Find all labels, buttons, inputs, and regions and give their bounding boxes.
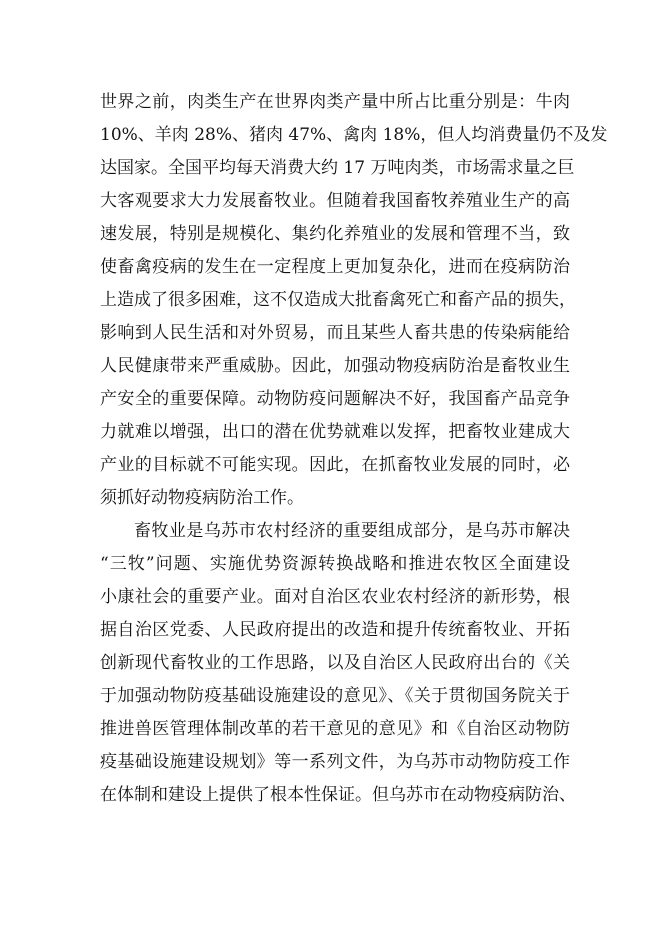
paragraph-2-line-7: 推进兽医管理体制改革的若干意见的意见》和《自治区动物防 [100,719,570,739]
paragraph-1-line-7: 上造成了很多困难，这不仅造成大批畜禽死亡和畜产品的损失， [100,290,576,310]
paragraph-2-line-3: 小康社会的重要产业。面对自治区农业农村经济的新形势，根 [100,587,570,607]
paragraph-2-line-4: 据自治区党委、人民政府提出的改造和提升传统畜牧业、开拓 [100,620,570,640]
paragraph-1-line-2: 10%、羊肉 28%、猪肉 47%、禽肉 18%，但人均消费量仍不及发 [100,125,608,145]
paragraph-2-line-5: 创新现代畜牧业的工作思路，以及自治区人民政府出台的《关 [100,653,570,673]
paragraph-1-line-11: 力就难以增强，出口的潜在优势就难以发挥，把畜牧业建成大 [100,422,570,442]
paragraph-1-line-3: 达国家。全国平均每天消费大约 17 万吨肉类，市场需求量之巨 [100,158,575,178]
paragraph-1-line-10: 产安全的重要保障。动物防疫问题解决不好，我国畜产品竞争 [100,389,570,409]
paragraph-2-line-6: 于加强动物防疫基础设施建设的意见》、《关于贯彻国务院关于 [100,686,570,706]
paragraph-1-line-1: 世界之前，肉类生产在世界肉类产量中所占比重分别是：牛肉 [100,92,570,112]
paragraph-1-line-9: 人民健康带来严重威胁。因此，加强动物疫病防治是畜牧业生 [100,356,570,376]
paragraph-2-line-1: 畜牧业是乌苏市农村经济的重要组成部分，是乌苏市解决 [134,521,570,541]
paragraph-1-line-6: 使畜禽疫病的发生在一定程度上更加复杂化，进而在疫病防治 [100,257,570,277]
paragraph-1-line-5: 速发展，特别是规模化、集约化养殖业的发展和管理不当，致 [100,224,570,244]
paragraph-2-line-9: 在体制和建设上提供了根本性保证。但乌苏市在动物疫病防治、 [100,785,576,805]
paragraph-1-line-4: 大客观要求大力发展畜牧业。但随着我国畜牧养殖业生产的高 [100,191,570,211]
paragraph-1-line-13: 须抓好动物疫病防治工作。 [100,488,304,508]
paragraph-1-line-12: 产业的目标就不可能实现。因此，在抓畜牧业发展的同时，必 [100,455,570,475]
paragraph-2-line-8: 疫基础设施建设规划》等一系列文件，为乌苏市动物防疫工作 [100,752,570,772]
paragraph-1-line-8: 影响到人民生活和对外贸易，而且某些人畜共患的传染病能给 [100,323,570,343]
paragraph-2-line-2: “三牧”问题、实施优势资源转换战略和推进农牧区全面建设 [100,554,570,574]
